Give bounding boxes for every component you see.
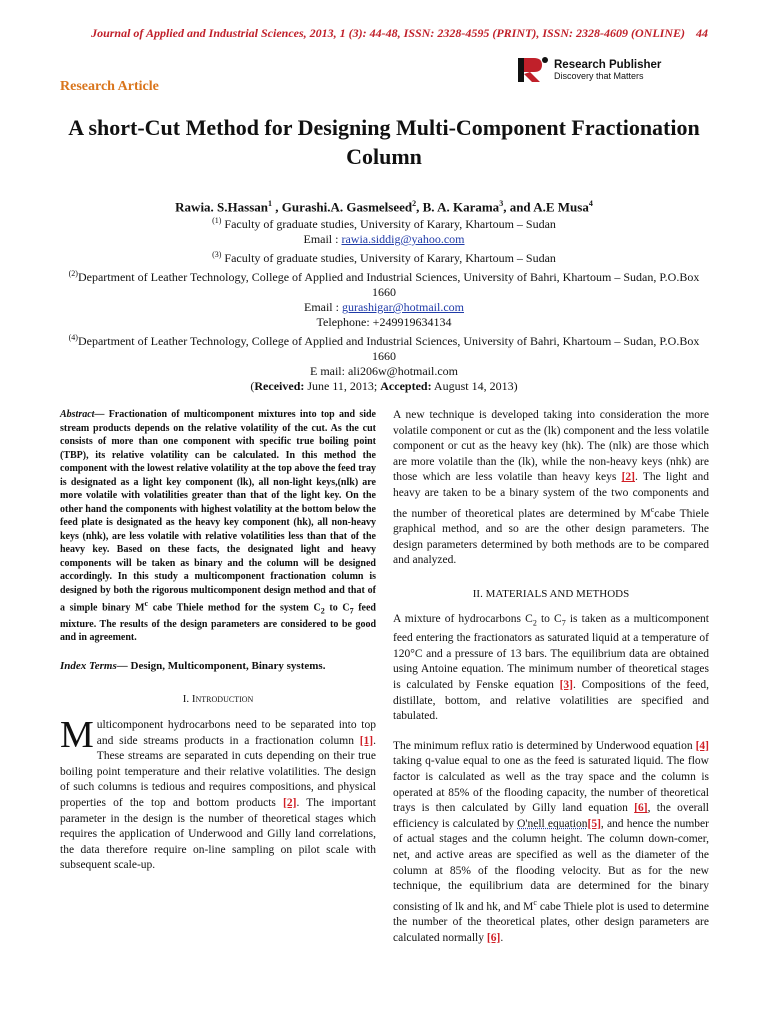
left-column — [60, 408, 376, 888]
affiliations — [60, 213, 708, 394]
abstract-text: feed mixture. The results of the design parameters are considered to be good and in agreement. — [60, 602, 376, 644]
citation-link[interactable]: [1] — [359, 734, 374, 747]
superscript: c — [650, 504, 655, 514]
onell-equation: O'nell equation — [517, 817, 588, 830]
page-number: 44 — [696, 26, 708, 40]
affiliation-mark: (1) — [212, 216, 222, 225]
author-name: B. A. Karama — [422, 199, 500, 215]
body-text: cabe Thiele graphical method, and so are the other design parameters. The design parameters determined by both methods are to be compared and analyzed. — [393, 507, 709, 567]
affiliation-mark: (3) — [212, 250, 222, 259]
body-text: to C — [536, 613, 562, 626]
right-column — [393, 408, 709, 960]
body-text: . The important parameter in the design is the number of theoretical stages which requires the application of Underwood and Gilly land correlations, the data therefore require on-line sampling on pilot scale with subsequent scale-up. — [60, 796, 376, 872]
subscript: 2 — [532, 618, 537, 628]
abstract-text: cabe Thiele method for the system C — [148, 602, 321, 614]
paragraph — [60, 714, 376, 874]
email-label: Email : — [303, 300, 339, 314]
body-text: . Compositions of the feed, distillate, bottom, and relative volatilities are specified and tabulated. — [393, 679, 709, 723]
research-publisher-logo-icon — [512, 54, 550, 84]
citation-link[interactable]: [6] — [486, 931, 501, 944]
paragraph — [393, 739, 709, 947]
citation-link[interactable]: [3] — [559, 679, 574, 692]
paragraph — [393, 612, 709, 724]
body-text: is taken as a multicomponent feed entering the fractionators as saturated liquid at a temperature of 120°C and a pressure of 13 bars. The equilibrium data are obtained using Antoine equation. The minimum number of theoretical stages is calculated by Fenske equation — [393, 613, 709, 692]
email-link-1[interactable]: rawia.siddig@yahoo.com — [341, 232, 465, 246]
citation-link[interactable]: [4] — [695, 739, 709, 752]
body-text: ulticomponent hydrocarbons need to be separated into top and side streams products in a fractionation column — [96, 719, 376, 747]
email-line-2 — [60, 300, 708, 315]
citation-link[interactable]: [5] — [587, 817, 601, 830]
affiliation-mark: (2) — [68, 269, 78, 278]
affiliation-3 — [60, 247, 708, 266]
abstract-text: Fractionation of multicomponent mixtures into top and side stream products depends on the relative volatility of the cut. As the cut consists of more than one component with specific true boiling point (TBP), its relative volatility can be calculated. In this method the component with the lowest relative volatility at the top above the feed tray is designated as a light key component (lk), all non-light keys,(nlk) are more volatile with volatilities greater than that of the light key. On the other hand the components with highest volatility at the bottom below the feed plate is designated as the heavy key component (hk), all non-heavy keys (nhk), are less volatile with relative volatilities less than that of the heavy key. Based on these facts, the designated light and heavy components will be taken as binary and the column will be designed accordingly. In this study a multicomponent fractionation column is designed by both the rigorous multicomponent design method and that of a simple binary M — [60, 409, 376, 614]
abstract-text: to C — [324, 602, 350, 614]
author-mark: 2 — [412, 199, 417, 208]
body-text: cabe Thiele plot is used to determine the number of the theoretical plates, other design parameters are calculated normally — [393, 900, 709, 944]
body-text: . — [500, 931, 504, 944]
body-text: , and hence the number of actual stages and the column height. The column down-comer, net, and active areas are specified as well as the diameter of the column at 85% of the flooding velocity. But as for the new technique, the equilibrium data are determined for the binary consisting of lk and hk, and M — [393, 817, 709, 913]
affiliation-text: Department of Leather Technology, College of Applied and Industrial Sciences, University of Bahri, Khartoum – Sudan, P.O.Box 1660 — [77, 270, 700, 299]
journal-citation: Journal of Applied and Industrial Sciences, 2013, 1 (3): 44-48, ISSN: 2328-4595 (PRINT), ISSN: 2328-4609 (ONLINE) — [91, 26, 685, 40]
technique-body — [393, 408, 709, 569]
email-link-2[interactable]: gurashigar@hotmail.com — [341, 300, 465, 314]
abstract-label: Abstract— — [60, 409, 105, 420]
index-terms — [60, 659, 376, 675]
section-title: MATERIALS AND METHODS — [485, 587, 630, 600]
telephone: Telephone: +249919634134 — [316, 315, 452, 329]
dates-line: (Received: June 11, 2013; Accepted: August 14, 2013) — [250, 379, 518, 393]
section-title: Introduction — [191, 693, 254, 706]
body-text: The minimum reflux ratio is determined by Underwood equation — [393, 739, 696, 752]
citation-link[interactable]: [2] — [283, 796, 297, 809]
abstract — [60, 408, 376, 645]
body-text: . The light and heavy are taken to be a binary system of the two components and the number of theoretical plates are determined by M — [393, 471, 709, 520]
methods-body — [393, 612, 709, 946]
superscript: c — [533, 897, 537, 907]
body-text: . These streams are separated in cuts depending on their true boiling point temperature and their relative volatilities. The design of such columns is tedious and requires compositions, and physical properties of the top and bottom products — [60, 734, 376, 809]
subscript: 7 — [349, 606, 354, 616]
author-name: Rawia. S.Hassan — [175, 199, 268, 215]
accepted-label: Accepted: — [380, 379, 432, 393]
citation-link[interactable]: [6] — [634, 802, 648, 815]
email-line-1 — [60, 232, 708, 247]
subscript: 2 — [320, 606, 325, 616]
paper-title: A short-Cut Method for Designing Multi-Component Fractionation Column — [68, 115, 700, 169]
affiliation-2 — [60, 266, 708, 300]
introduction-body — [60, 714, 376, 874]
section-number: I. — [182, 693, 190, 706]
drop-cap: M — [60, 714, 94, 757]
affiliation-4 — [60, 330, 708, 364]
author-mark: 4 — [588, 199, 593, 208]
body-text: , the overall efficiency is calculated by — [393, 802, 709, 830]
publisher-logo — [512, 54, 692, 84]
author-mark: 3 — [499, 199, 504, 208]
email-line-4: E mail: ali206w@hotmail.com — [309, 364, 459, 378]
affiliation-text: Faculty of graduate studies, University of Karary, Khartoum – Sudan — [224, 251, 556, 265]
section-heading-introduction — [60, 692, 376, 708]
article-type: Research Article — [60, 79, 159, 94]
author-mark: 1 — [268, 199, 272, 208]
accepted-date: August 14, 2013 — [433, 379, 514, 393]
author-list: Rawia. S.Hassan$^1$ , Gurashi.A. Gasmelseed$^2$, B. A. Karama$^3$, and A.E Musa$^4$ — [175, 199, 593, 215]
index-terms-text: Design, Multicomponent, Binary systems. — [130, 659, 326, 672]
body-text: A mixture of hydrocarbons C — [393, 613, 533, 626]
body-text: A new technique is developed taking into consideration the more volatile component or cut as the (lk) component and the less volatile component or cut as the heavy key (hk). The (nlk) are those which are more volatile than the (lk), while the non-heavy keys (nhk) are those which are less volatile than heavy keys — [393, 409, 709, 484]
email-label: Email : — [303, 232, 339, 246]
section-heading-methods — [393, 587, 709, 603]
index-terms-label: Index Terms— — [60, 659, 128, 672]
subscript: 7 — [561, 618, 566, 628]
paragraph — [393, 408, 709, 569]
affiliation-1 — [60, 213, 708, 232]
citation-link[interactable]: [2] — [621, 471, 635, 484]
body-text: taking q-value equal to one as the feed is saturated liquid. The flow factor is calculated as well as the tray space and the column is operated at 85% of the flooding capacity, the number of theoretical trays is then calculated by Gilly land equation — [393, 755, 709, 815]
author-name: Gurashi.A. Gasmelseed — [281, 199, 413, 215]
received-label: Received: — [254, 379, 305, 393]
affiliation-text: Department of Leather Technology, College of Applied and Industrial Sciences, University of Bahri, Khartoum – Sudan, P.O.Box 1660 — [77, 334, 700, 363]
author-name: A.E Musa — [533, 199, 589, 215]
publisher-name: Research Publisher — [554, 59, 662, 71]
author-and: and — [509, 199, 531, 215]
journal-header — [60, 26, 708, 41]
received-date: June 11, 2013; — [307, 379, 378, 393]
affiliation-text: Faculty of graduate studies, University of Karary, Khartoum – Sudan — [224, 217, 556, 231]
superscript: c — [144, 599, 149, 608]
section-number: II. — [472, 587, 483, 600]
publisher-tagline: Discovery that Matters — [554, 70, 644, 81]
affiliation-mark: (4) — [68, 333, 78, 342]
